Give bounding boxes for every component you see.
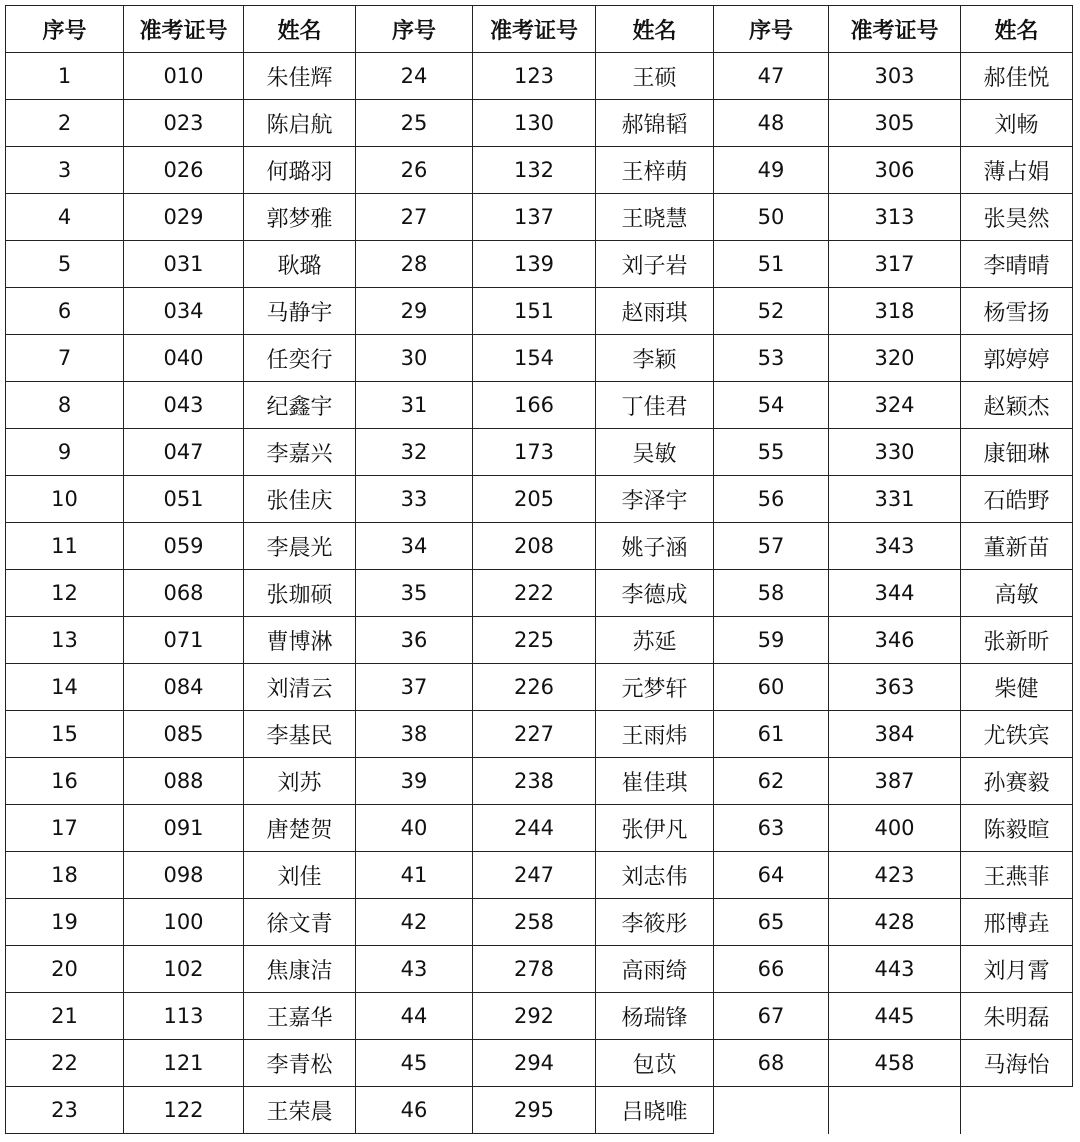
seq-cell: 59: [714, 617, 829, 664]
name-cell: 杨瑞锋: [596, 993, 714, 1040]
table-row: [6, 570, 1073, 617]
seq-cell: 58: [714, 570, 829, 617]
name-cell: 郝锦韬: [596, 100, 714, 147]
seq-cell: 18: [6, 852, 124, 899]
table-row: [6, 241, 1073, 288]
ticket-no-cell: 010: [124, 53, 244, 100]
name-cell: 徐文青: [244, 899, 356, 946]
ticket-no-cell: 227: [473, 711, 596, 758]
seq-cell: 65: [714, 899, 829, 946]
ticket-no-cell: 208: [473, 523, 596, 570]
ticket-no-cell: 318: [829, 288, 961, 335]
table-row: [6, 288, 1073, 335]
ticket-no-cell: 026: [124, 147, 244, 194]
seq-cell: 68: [714, 1040, 829, 1087]
name-cell: 高敏: [961, 570, 1073, 617]
seq-cell: 9: [6, 429, 124, 476]
ticket-no-cell: 068: [124, 570, 244, 617]
ticket-no-cell: 085: [124, 711, 244, 758]
ticket-no-cell: 258: [473, 899, 596, 946]
seq-cell: 46: [356, 1087, 473, 1134]
seq-cell: 66: [714, 946, 829, 993]
header-ticket-2: 准考证号: [473, 6, 596, 53]
name-cell: 耿璐: [244, 241, 356, 288]
seq-cell: 28: [356, 241, 473, 288]
ticket-no-cell: 343: [829, 523, 961, 570]
name-cell: 杨雪扬: [961, 288, 1073, 335]
seq-cell: 20: [6, 946, 124, 993]
ticket-no-cell: 043: [124, 382, 244, 429]
seq-cell: 6: [6, 288, 124, 335]
seq-cell: 13: [6, 617, 124, 664]
name-cell: 尤铁宾: [961, 711, 1073, 758]
header-ticket-3: 准考证号: [829, 6, 961, 53]
ticket-no-cell: 222: [473, 570, 596, 617]
name-cell: 李德成: [596, 570, 714, 617]
header-name-1: 姓名: [244, 6, 356, 53]
ticket-no-cell: 023: [124, 100, 244, 147]
seq-cell: 19: [6, 899, 124, 946]
name-cell: 王梓萌: [596, 147, 714, 194]
seq-cell: 26: [356, 147, 473, 194]
ticket-no-cell: 320: [829, 335, 961, 382]
ticket-no-cell: 122: [124, 1087, 244, 1134]
empty-cell: [714, 1087, 829, 1134]
seq-cell: 7: [6, 335, 124, 382]
ticket-no-cell: 428: [829, 899, 961, 946]
name-cell: 苏延: [596, 617, 714, 664]
table-row: [6, 429, 1073, 476]
name-cell: 李晨光: [244, 523, 356, 570]
ticket-no-cell: 445: [829, 993, 961, 1040]
name-cell: 刘清云: [244, 664, 356, 711]
name-cell: 郭婷婷: [961, 335, 1073, 382]
name-cell: 李基民: [244, 711, 356, 758]
ticket-no-cell: 331: [829, 476, 961, 523]
name-cell: 马海怡: [961, 1040, 1073, 1087]
name-cell: 曹博淋: [244, 617, 356, 664]
seq-cell: 43: [356, 946, 473, 993]
ticket-no-cell: 151: [473, 288, 596, 335]
seq-cell: 11: [6, 523, 124, 570]
name-cell: 崔佳琪: [596, 758, 714, 805]
table-row: [6, 946, 1073, 993]
name-cell: 康钿琳: [961, 429, 1073, 476]
table-row: [6, 711, 1073, 758]
ticket-no-cell: 100: [124, 899, 244, 946]
ticket-no-cell: 292: [473, 993, 596, 1040]
table-row: [6, 899, 1073, 946]
name-cell: 李青松: [244, 1040, 356, 1087]
seq-cell: 3: [6, 147, 124, 194]
name-cell: 高雨绮: [596, 946, 714, 993]
name-cell: 陈启航: [244, 100, 356, 147]
name-cell: 王硕: [596, 53, 714, 100]
seq-cell: 57: [714, 523, 829, 570]
name-cell: 张昊然: [961, 194, 1073, 241]
seq-cell: 33: [356, 476, 473, 523]
seq-cell: 8: [6, 382, 124, 429]
ticket-no-cell: 330: [829, 429, 961, 476]
header-seq-3: 序号: [714, 6, 829, 53]
ticket-no-cell: 113: [124, 993, 244, 1040]
name-cell: 何璐羽: [244, 147, 356, 194]
name-cell: 马静宇: [244, 288, 356, 335]
name-cell: 张伊凡: [596, 805, 714, 852]
name-cell: 包苡: [596, 1040, 714, 1087]
name-cell: 王燕菲: [961, 852, 1073, 899]
ticket-no-cell: 303: [829, 53, 961, 100]
ticket-no-cell: 317: [829, 241, 961, 288]
ticket-no-cell: 047: [124, 429, 244, 476]
ticket-no-cell: 238: [473, 758, 596, 805]
name-cell: 孙赛毅: [961, 758, 1073, 805]
table-row: [6, 147, 1073, 194]
name-cell: 郭梦雅: [244, 194, 356, 241]
name-cell: 董新苗: [961, 523, 1073, 570]
seq-cell: 55: [714, 429, 829, 476]
ticket-no-cell: 051: [124, 476, 244, 523]
name-cell: 王晓慧: [596, 194, 714, 241]
table-row: [6, 758, 1073, 805]
name-cell: 柴健: [961, 664, 1073, 711]
table-row: [6, 194, 1073, 241]
seq-cell: 38: [356, 711, 473, 758]
name-cell: 陈毅暄: [961, 805, 1073, 852]
ticket-no-cell: 091: [124, 805, 244, 852]
ticket-no-cell: 173: [473, 429, 596, 476]
seq-cell: 29: [356, 288, 473, 335]
table-row: [6, 476, 1073, 523]
seq-cell: 48: [714, 100, 829, 147]
seq-cell: 40: [356, 805, 473, 852]
seq-cell: 15: [6, 711, 124, 758]
name-cell: 张佳庆: [244, 476, 356, 523]
name-cell: 朱佳辉: [244, 53, 356, 100]
seq-cell: 36: [356, 617, 473, 664]
seq-cell: 23: [6, 1087, 124, 1134]
name-cell: 李泽宇: [596, 476, 714, 523]
name-cell: 张新昕: [961, 617, 1073, 664]
seq-cell: 44: [356, 993, 473, 1040]
name-cell: 王荣晨: [244, 1087, 356, 1134]
name-cell: 李晴晴: [961, 241, 1073, 288]
header-seq-2: 序号: [356, 6, 473, 53]
seq-cell: 21: [6, 993, 124, 1040]
name-cell: 石皓野: [961, 476, 1073, 523]
ticket-no-cell: 029: [124, 194, 244, 241]
name-cell: 赵颖杰: [961, 382, 1073, 429]
seq-cell: 45: [356, 1040, 473, 1087]
header-row: [6, 6, 1073, 53]
ticket-no-cell: 384: [829, 711, 961, 758]
table-row: [6, 335, 1073, 382]
roster-body: [6, 53, 1073, 1134]
name-cell: 赵雨琪: [596, 288, 714, 335]
ticket-no-cell: 031: [124, 241, 244, 288]
table-row: [6, 382, 1073, 429]
table-row: [6, 523, 1073, 570]
ticket-no-cell: 040: [124, 335, 244, 382]
ticket-no-cell: 154: [473, 335, 596, 382]
empty-cell: [829, 1087, 961, 1134]
seq-cell: 14: [6, 664, 124, 711]
seq-cell: 49: [714, 147, 829, 194]
seq-cell: 25: [356, 100, 473, 147]
table-row: [6, 852, 1073, 899]
table-row: [6, 664, 1073, 711]
seq-cell: 37: [356, 664, 473, 711]
ticket-no-cell: 313: [829, 194, 961, 241]
seq-cell: 53: [714, 335, 829, 382]
name-cell: 郝佳悦: [961, 53, 1073, 100]
name-cell: 吴敏: [596, 429, 714, 476]
name-cell: 邢博垚: [961, 899, 1073, 946]
name-cell: 任奕行: [244, 335, 356, 382]
header-name-3: 姓名: [961, 6, 1073, 53]
ticket-no-cell: 346: [829, 617, 961, 664]
table-row: [6, 617, 1073, 664]
name-cell: 唐楚贺: [244, 805, 356, 852]
header-ticket-1: 准考证号: [124, 6, 244, 53]
name-cell: 丁佳君: [596, 382, 714, 429]
seq-cell: 64: [714, 852, 829, 899]
ticket-no-cell: 102: [124, 946, 244, 993]
ticket-no-cell: 244: [473, 805, 596, 852]
ticket-no-cell: 423: [829, 852, 961, 899]
ticket-no-cell: 132: [473, 147, 596, 194]
seq-cell: 54: [714, 382, 829, 429]
roster-table: [5, 5, 1073, 1134]
seq-cell: 4: [6, 194, 124, 241]
name-cell: 刘畅: [961, 100, 1073, 147]
seq-cell: 56: [714, 476, 829, 523]
ticket-no-cell: 084: [124, 664, 244, 711]
ticket-no-cell: 443: [829, 946, 961, 993]
ticket-no-cell: 121: [124, 1040, 244, 1087]
ticket-no-cell: 098: [124, 852, 244, 899]
seq-cell: 42: [356, 899, 473, 946]
seq-cell: 31: [356, 382, 473, 429]
name-cell: 朱明磊: [961, 993, 1073, 1040]
ticket-no-cell: 137: [473, 194, 596, 241]
seq-cell: 39: [356, 758, 473, 805]
ticket-no-cell: 123: [473, 53, 596, 100]
seq-cell: 50: [714, 194, 829, 241]
ticket-no-cell: 247: [473, 852, 596, 899]
table-row: [6, 993, 1073, 1040]
name-cell: 纪鑫宇: [244, 382, 356, 429]
seq-cell: 30: [356, 335, 473, 382]
ticket-no-cell: 071: [124, 617, 244, 664]
ticket-no-cell: 166: [473, 382, 596, 429]
seq-cell: 27: [356, 194, 473, 241]
seq-cell: 5: [6, 241, 124, 288]
ticket-no-cell: 226: [473, 664, 596, 711]
seq-cell: 32: [356, 429, 473, 476]
seq-cell: 10: [6, 476, 124, 523]
ticket-no-cell: 295: [473, 1087, 596, 1134]
name-cell: 薄占娟: [961, 147, 1073, 194]
ticket-no-cell: 363: [829, 664, 961, 711]
ticket-no-cell: 400: [829, 805, 961, 852]
table-row: [6, 805, 1073, 852]
seq-cell: 47: [714, 53, 829, 100]
seq-cell: 52: [714, 288, 829, 335]
name-cell: 刘苏: [244, 758, 356, 805]
ticket-no-cell: 130: [473, 100, 596, 147]
name-cell: 焦康洁: [244, 946, 356, 993]
ticket-no-cell: 294: [473, 1040, 596, 1087]
table-row: [6, 100, 1073, 147]
ticket-no-cell: 225: [473, 617, 596, 664]
name-cell: 张珈硕: [244, 570, 356, 617]
seq-cell: 63: [714, 805, 829, 852]
ticket-no-cell: 278: [473, 946, 596, 993]
ticket-no-cell: 324: [829, 382, 961, 429]
name-cell: 吕晓唯: [596, 1087, 714, 1134]
header-name-2: 姓名: [596, 6, 714, 53]
seq-cell: 17: [6, 805, 124, 852]
seq-cell: 16: [6, 758, 124, 805]
name-cell: 元梦轩: [596, 664, 714, 711]
name-cell: 李筱彤: [596, 899, 714, 946]
seq-cell: 1: [6, 53, 124, 100]
seq-cell: 67: [714, 993, 829, 1040]
name-cell: 李颖: [596, 335, 714, 382]
seq-cell: 35: [356, 570, 473, 617]
name-cell: 刘月霄: [961, 946, 1073, 993]
table-row: [6, 53, 1073, 100]
seq-cell: 62: [714, 758, 829, 805]
name-cell: 王雨炜: [596, 711, 714, 758]
ticket-no-cell: 306: [829, 147, 961, 194]
ticket-no-cell: 205: [473, 476, 596, 523]
name-cell: 刘志伟: [596, 852, 714, 899]
empty-cell: [961, 1087, 1073, 1134]
seq-cell: 22: [6, 1040, 124, 1087]
seq-cell: 41: [356, 852, 473, 899]
table-row: [6, 1087, 1073, 1134]
ticket-no-cell: 034: [124, 288, 244, 335]
ticket-no-cell: 139: [473, 241, 596, 288]
seq-cell: 12: [6, 570, 124, 617]
ticket-no-cell: 305: [829, 100, 961, 147]
seq-cell: 24: [356, 53, 473, 100]
ticket-no-cell: 387: [829, 758, 961, 805]
table-row: [6, 1040, 1073, 1087]
header-seq-1: 序号: [6, 6, 124, 53]
name-cell: 刘子岩: [596, 241, 714, 288]
ticket-no-cell: 458: [829, 1040, 961, 1087]
seq-cell: 60: [714, 664, 829, 711]
name-cell: 李嘉兴: [244, 429, 356, 476]
seq-cell: 34: [356, 523, 473, 570]
name-cell: 刘佳: [244, 852, 356, 899]
ticket-no-cell: 059: [124, 523, 244, 570]
seq-cell: 51: [714, 241, 829, 288]
seq-cell: 2: [6, 100, 124, 147]
ticket-no-cell: 344: [829, 570, 961, 617]
ticket-no-cell: 088: [124, 758, 244, 805]
name-cell: 姚子涵: [596, 523, 714, 570]
seq-cell: 61: [714, 711, 829, 758]
name-cell: 王嘉华: [244, 993, 356, 1040]
